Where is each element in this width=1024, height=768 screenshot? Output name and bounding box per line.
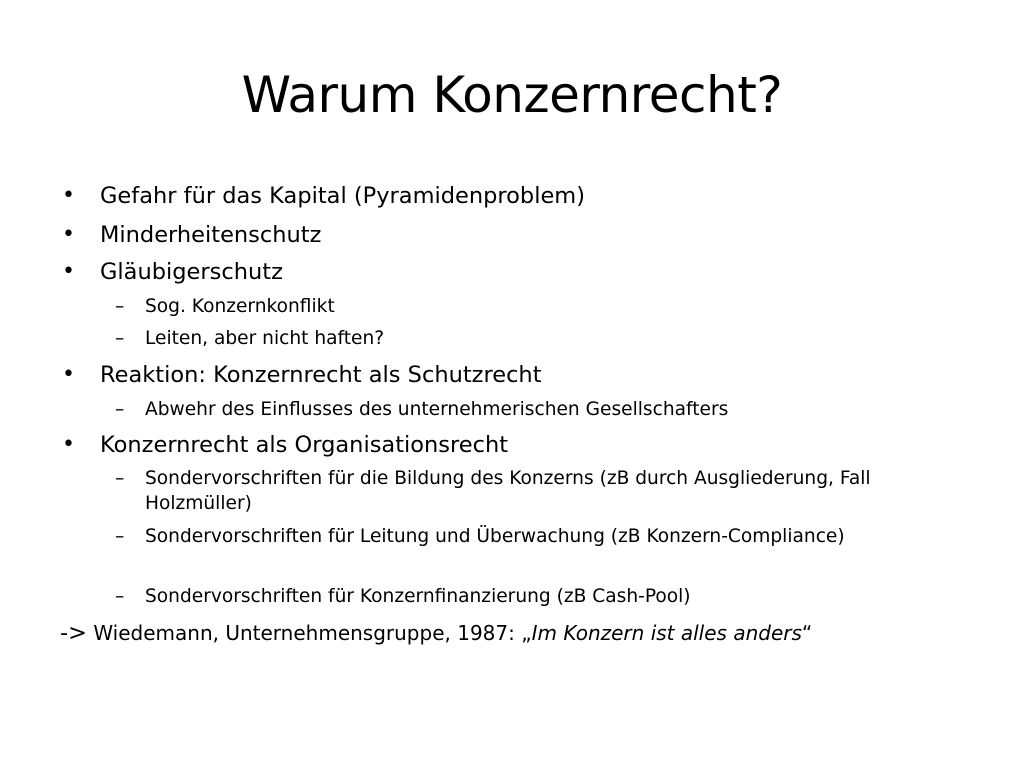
bullet-text: Konzernrecht als Organisationsrecht xyxy=(100,432,509,458)
dash-icon: – xyxy=(115,526,125,547)
sub-item-text: Sondervorschriften für die Bildung des Konzerns (zB durch Ausgliederung, Fall Holzmüller) xyxy=(145,468,871,514)
dash-icon: – xyxy=(115,586,125,607)
quote-text: Im Konzern ist alles anders xyxy=(531,621,802,645)
sub-item xyxy=(115,294,335,319)
dash-icon: – xyxy=(115,328,125,349)
bullet-item xyxy=(62,181,586,211)
bullet-text: Minderheitenschutz xyxy=(100,222,322,248)
sub-item-text: Sog. Konzernkonflikt xyxy=(145,296,335,317)
bullet-icon: • xyxy=(62,432,75,457)
sub-item-text: Sondervorschriften für Konzernfinanzierung (zB Cash-Pool) xyxy=(145,586,691,607)
bullet-item xyxy=(62,257,283,287)
bullet-text: Reaktion: Konzernrecht als Schutzrecht xyxy=(100,362,542,388)
bullet-item xyxy=(62,360,542,390)
bullet-icon: • xyxy=(62,183,75,208)
sub-item xyxy=(115,397,729,422)
bullet-text: Gläubigerschutz xyxy=(100,259,283,285)
conclusion-line xyxy=(60,618,812,648)
sub-item-text: Sondervorschriften für Leitung und Überwachung (zB Konzern-Compliance) xyxy=(145,526,845,547)
bullet-text: Gefahr für das Kapital (Pyramidenproblem) xyxy=(100,183,586,209)
sub-item-text: Abwehr des Einflusses des unternehmerischen Gesellschafters xyxy=(145,399,729,420)
bullet-icon: • xyxy=(62,362,75,387)
sub-item xyxy=(115,584,691,609)
bullet-icon: • xyxy=(62,222,75,247)
sub-item xyxy=(115,524,977,549)
closing-quote: “ xyxy=(801,621,813,645)
bullet-item xyxy=(62,220,322,250)
sub-item xyxy=(115,466,977,516)
dash-icon: – xyxy=(115,468,125,489)
slide-title: Warum Konzernrecht? xyxy=(241,66,783,124)
dash-icon: – xyxy=(115,399,125,420)
citation-text: Wiedemann, Unternehmensgruppe, 1987: „ xyxy=(86,621,532,645)
arrow-icon: -> xyxy=(60,620,87,646)
sub-item xyxy=(115,326,385,351)
bullet-icon: • xyxy=(62,259,75,284)
sub-item-text: Leiten, aber nicht haften? xyxy=(145,328,385,349)
bullet-item xyxy=(62,430,509,460)
dash-icon: – xyxy=(115,296,125,317)
